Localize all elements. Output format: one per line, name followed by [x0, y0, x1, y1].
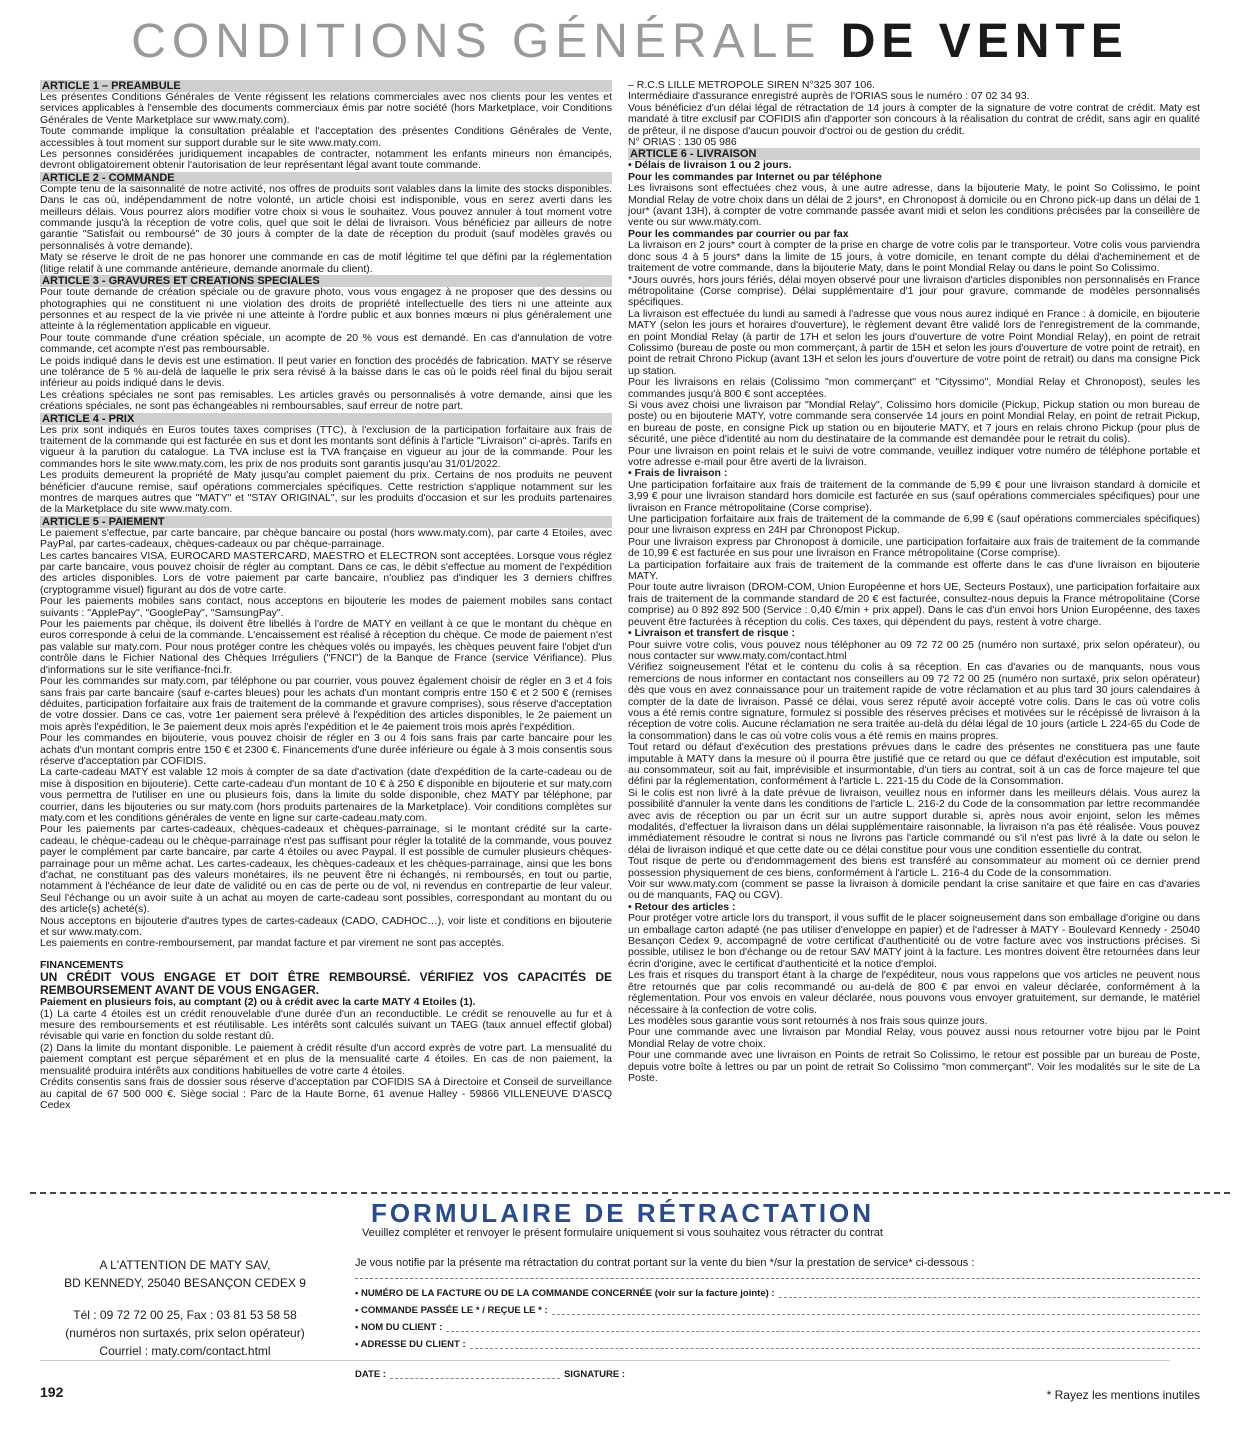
mail-orders-heading: Pour les commandes par courrier ou par fax [628, 227, 849, 240]
article-6-p4: La livraison est effectuée du lundi au samedi à l'adresse que vous nous aurez indiqué en France : à domicile, en bijouterie MATY (selon les jours et horaires d'ouverture), le règlement devant être validé lors de l'enregistrement de la commande, en point Mondial Relay (à partir de 17H et selon les jours d'ouverture de votre Point Mondial Relay), en point de retrait Colissimo (bureau de poste ou mon commerçant, à partir de 15H et selon les jours d'ouverture de votre point de retrait), en point de retrait Chrono Pickup (avant 13H et selon les jours d'ouverture de votre point de retrait) ou dans ma consigne Pick up station. [628, 307, 1200, 377]
article-1-heading: ARTICLE 1 – PREAMBULE [40, 80, 612, 92]
article-1-p2: Toute commande implique la consultation préalable et l'acceptation des présentes Conditions Générales de Vente, accessibles à tout moment sur support durable sur le site www.maty.com. [40, 125, 612, 149]
article-6-p2: La livraison en 2 jours* court à compter de la prise en charge de votre colis par le transporteur. Votre colis vous parviendra donc sous 4 à 5 jours* dans la limite de 15 jours, à votre domicile, en tenant compte du délai d'acheminement et de traitement de votre commande, dans la bijouterie Maty, dans le point Mondial Relay ou dans le point So Colissimo. [628, 239, 1200, 275]
left-column [40, 80, 612, 1185]
retour-heading: • Retour des articles : [628, 900, 736, 913]
form-title: FORMULAIRE DE RÉTRACTATION [370, 1198, 875, 1228]
article-6-p11: La participation forfaitaire aux frais de traitement de la commande est offerte dans le cas d'une livraison en bijouterie MATY. [628, 558, 1200, 583]
article-6-p7: Pour une livraison en point relais et le suivi de votre commande, veuillez indiquer votre numéro de téléphone portable et votre adresse e-mail pour être averti de la livraison. [628, 444, 1200, 468]
article-6-p22: Pour une commande avec une livraison par Mondial Relay, vous pouvez aussi nous retourner votre bijou par le Point Mondial Relay de votre choix. [628, 1026, 1200, 1050]
article-5-p8: Pour les paiements par cartes-cadeaux, chèques-cadeaux et chèques-parrainage, si le montant crédité sur la carte-cadeau, le chèque-cadeau ou le chèque-parrainage n'est pas suffisant pour régler la totalité de la commande, vous pouvez payer le complément par carte bancaire, par carte 4 étoiles ou avec Paypal. Il est possible de cumuler plusieurs chèques-parrainage pour un même achat. Les cartes-cadeaux, les chèques-cadeaux et les chèques-parrainage, ainsi que les bons d'achat, ne constituant pas des valeurs monétaires, ils ne peuvent être ni échangés, ni remboursés, en tout ou partie, notamment à l'échéance de leur date de validité ou en cas de perte ou de vol, ni revendus en contrepartie de leur valeur. Seul l'échange ou un avoir suite à un achat au moyen de carte-cadeau sont possibles, correspondant au montant du ou des article(s) acheté(s). [40, 823, 612, 916]
contact-email: Courriel : maty.com/contact.html [99, 1344, 271, 1358]
article-5-p3: Pour les paiements mobiles sans contact, nous acceptons en bijouterie les modes de paiement mobiles sans contact suivants : "ApplePay", "GooglePay", "SamsungPay". [40, 595, 612, 619]
order-date-field[interactable] [355, 1302, 1200, 1319]
article-5-p2: Les cartes bancaires VISA, EUROCARD MASTERCARD, MAESTRO et ELECTRON sont acceptées. Lorsque vous réglez par carte bancaire, vous pouvez choisir de régler au comptant. Dans ce cas, le débit s'effectue au moment de l'expédition des articles disponibles. Lors de votre paiement par carte bancaire, n'oubliez pas d'indiquer les 3 derniers chiffres (cryptogramme visuel) figurant au dos de votre carte. [40, 549, 612, 596]
form-subtitle: Veuillez compléter et renvoyer le présent formulaire uniquement si vous souhaitez vous rétracter du contrat [362, 1227, 883, 1239]
article-6-heading: ARTICLE 6 - LIVRAISON [628, 148, 1200, 160]
rcs-line: – R.C.S LILLE METROPOLE SIREN N°325 307 106. [628, 80, 875, 91]
article-5-p10: Les paiements en contre-remboursement, par mandat facture et par virement ne sont pas acceptés. [40, 937, 504, 950]
signature-label: SIGNATURE : [563, 1369, 626, 1380]
article-5-p6: Pour les commandes en bijouterie, vous pouvez choisir de régler en 3 ou 4 fois sans frais par carte bancaire pour les achats d'un montant compris entre 150 € et 2300 €. Financements d'une durée inférieure ou égale à 3 mois consentis sous réserve d'acceptation par COFIDIS. [40, 732, 612, 767]
orias-number: N° ORIAS : 130 05 986 [628, 136, 737, 149]
title-bold: DE VENTE [840, 15, 1129, 68]
internet-orders-heading: Pour les commandes par Internet ou par téléphone [628, 170, 882, 183]
article-6-p14: Vérifiez soigneusement l'état et le contenu du colis à sa réception. En cas d'avaries ou de manquants, nous vous remercions de nous informer en contactant nos conseillers au 09 72 72 00 25 (numéro non surtaxé, prix selon opérateur) dès que vous en avez connaissance pour un traitement rapide de votre réclamation et au plus tard 30 jours calendaires à compter de la date de livraison. Passé ce délai, vous serez réputé avoir accepté votre colis. Dans le cas où votre colis vous a été remis contre signature, formulez si possible des réserves précises et motivées sur le récépissé de livraison à la réception de votre colis. Aucune réclamation ne sera traitée au-delà du délai légal de 10 jours (article L 224-65 du Code de la consommation) dans le cas où votre colis vous a été remis en mains propres. [628, 661, 1200, 742]
cut-line [30, 1192, 1230, 1194]
article-5-p5: Pour les commandes sur maty.com, par téléphone ou par courrier, vous pouvez également choisir de régler en 3 et 4 fois sans frais par carte bancaire (sauf e-cartes bleues) pour les achats d'un montant compris entre 150 € et 2 500 € (remises déduites, participation forfaitaire aux frais de traitement de la commande et gravure comprises), sous réserve d'acceptation de votre dossier. Dans ce cas, votre 1er paiement sera prélevé à l'expédition des articles disponibles, le 2e paiement un mois après l'expédition, le 3e paiement deux mois après l'expédition et le 4e paiement trois mois après l'expédition. [40, 675, 612, 733]
financements-heading: FINANCEMENTS [40, 958, 124, 971]
article-6-p21: Les modèles sous garantie vous sont retournés à nos frais sous quinze jours. [628, 1014, 988, 1027]
article-6-p16: Si le colis est non livré à la date prévue de livraison, veuillez nous en informer dans les meilleurs délais. Vous aurez la possibilité d'annuler la vente dans les conditions de l'article L. 216-2 du Code de la consommation par lettre recommandée avec avis de réception ou par un écrit sur un autre support durable si, après nous avoir enjoint, selon les mêmes modalités, d'effectuer la livraison dans un délai supplémentaire raisonnable, la livraison n'a pas été réalisée. Vous pouvez immédiatement résoudre le contrat si nous ne livrons pas l'article commandé ou s'il n'est pas livré à la date ou selon le délai de livraison indiqué et que cette date ou ce délai constitue pour vous une condition essentielle du contrat. [628, 786, 1200, 856]
article-2-heading: ARTICLE 2 - COMMANDE [40, 172, 612, 184]
article-6-p9: Une participation forfaitaire aux frais de traitement de la commande de 6,99 € (sauf opérations commerciales spécifiques) pour une livraison express en 24H par Chronopost Pickup. [628, 513, 1200, 537]
financements-p3: Crédits consentis sans frais de dossier sous réserve d'acceptation par COFIDIS SA à Directoire et Conseil de surveillance au capital de 67 500 000 €. Siège social : Parc de la Haute Borne, 61 avenue Halley - 59866 VILLENEUVE D'ASCQ Cedex [40, 1076, 612, 1111]
article-6-p5: Pour les livraisons en relais (Colissimo "mon commerçant" et "Cityssimo", Mondial Relay et Chronopost), seules les commandes jusqu'à 800 € sont acceptées. [628, 376, 1200, 400]
article-5-heading: ARTICLE 5 - PAIEMENT [40, 516, 612, 528]
article-5-p1: Le paiement s'effectue, par carte bancaire, par chèque bancaire ou postal (hors www.maty.com), par carte 4 Etoiles, avec PayPal, par cartes-cadeaux, chèques-cadeaux ou par chèque-parrainage. [40, 526, 612, 551]
frais-heading: • Frais de livraison : [628, 467, 728, 480]
article-1-p1: Les présentes Conditions Générales de Vente régissent les relations commerciales avec nos clients pour les ventes et services applicables à l'ensemble des documents commerciaux émis par notre société (hors Marketplace, voir Conditions Générales de Vente Marketplace sur www.maty.com). [40, 91, 612, 126]
date-signature-row[interactable] [355, 1368, 655, 1382]
article-4-p2: Les produits demeurent la propriété de Maty jusqu'au complet paiement du prix. Certains de nos produits ne peuvent bénéficier d'aucune remise, sauf opérations commerciales spécifiques. Cette restriction s'applique notamment sur les montres de marques autres que "MATY" et "STAY ORIGINAL", sur les produits d'occasion et sur les produits partenaires de la Marketplace du site www.maty.com. [40, 469, 612, 516]
credit-warning: UN CRÉDIT VOUS ENGAGE ET DOIT ÊTRE REMBOURSÉ. VÉRIFIEZ VOS CAPACITÉS DE REMBOURSEMENT AVANT DE VOUS ENGAGER. [40, 970, 612, 998]
article-4-heading: ARTICLE 4 - PRIX [40, 413, 612, 425]
financements-p2: (2) Dans la limite du montant disponible. Le paiement à crédit résulte d'un accord exprès de votre part. La mensualité du paiement comptant est perçue séparément et en plus de la mensualité carte 4 étoiles. En cas de non paiement, la mensualité produira intérêts aux conditions habituelles de votre carte 4 étoiles. [40, 1041, 612, 1077]
article-2-p2: Maty se réserve le droit de ne pas honorer une commande en cas de motif légitime tel que défini par la réglementation (litige relatif à une commande antérieure, demande anormale du client). [40, 251, 612, 275]
article-6-p18: Voir sur www.maty.com (comment se passe la livraison à domicile pendant la crise sanitaire et que faire en cas d'avaries ou de manquants, FAQ ou CGV). [628, 878, 1200, 902]
invoice-number-label: • NUMÉRO DE LA FACTURE OU DE LA COMMANDE CONCERNÉE (voir sur la facture jointe) : [355, 1288, 775, 1299]
article-6-p15: Tout retard ou défaut d'exécution des prestations prévues dans le cadre des présentes ne constituera pas une faute imputable à MATY dans la mesure où il pourra être justifié que ce retard ou que ce défaut d'exécution est imputable, soit au consommateur, soit au fait, imprévisible et insurmontable, d'un tiers au contrat, soit à un cas de force majeure tel que défini par la réglementation, conformément à l'article L. 221-15 du Code de la Consommation. [628, 741, 1200, 788]
title-light: CONDITIONS GÉNÉRALE [131, 15, 822, 68]
article-5-p4: Pour les paiements par chèque, ils doivent être libellés à l'ordre de MATY en veillant à ce que le montant du chèque en euros corresponde à celui de la commande. L'encaissement est réalisé à réception du chèque. Ce mode de paiement n'est pas valable sur maty.com. Pour nous protéger contre les chèques volés ou impayés, les chèques peuvent faire l'objet d'un contrôle dans le Fichier National des Chèques Irréguliers ("FNCI") de la Banque de France (service Vérifiance). Plus d'informations sur le site verifiance-fnci.fr. [40, 618, 612, 676]
form-rule [355, 1278, 1200, 1279]
article-6-p3: *Jours ouvrés, hors jours fériés, délai moyen observé pour une livraison d'articles disponibles non personnalisés en France métropolitaine (Corse comprise). Délai supplémentaire d'1 jour pour gravure, commande de modèles personnalisés spécifiques. [628, 273, 1200, 309]
article-6-p1: Les livraisons sont effectuées chez vous, à une autre adresse, dans la bijouterie Maty, le point So Colissimo, le point Mondial Relay de votre choix dans un délai de 2 jours*, en Chronopost à domicile ou en Chrono pick-up dans un délai de 1 jour* (avant 13H), à compter de votre commande passée avant midi et selon les conditions précisées par la conseillère de vente ou sur www.maty.com. [628, 182, 1200, 229]
order-date-label: • COMMANDE PASSÉE LE * / REÇUE LE * : [355, 1305, 548, 1316]
client-address-label: • ADRESSE DU CLIENT : [355, 1339, 466, 1350]
contact-phone-note: (numéros non surtaxés, prix selon opérateur) [65, 1326, 305, 1340]
article-6-p10: Pour une livraison express par Chronopost à domicile, une participation forfaitaire aux frais de traitement de la commande de 10,99 € est facturée en sus pour une livraison en France métropolitaine (Corse comprise). [628, 535, 1200, 560]
client-address-field[interactable] [355, 1336, 1200, 1353]
client-name-field[interactable] [355, 1319, 1200, 1336]
article-6-p8: Une participation forfaitaire aux frais de traitement de la commande de 5,99 € pour une livraison standard à domicile et 3,99 € pour une livraison standard hors domicile est facturée en sus (sauf opérations commerciales spécifiques) pour une livraison en France métropolitaine (Corse comprise). [628, 478, 1200, 514]
address-line-1: A L'ATTENTION DE MATY SAV, [99, 1258, 271, 1272]
retractation-form [355, 1256, 1200, 1353]
article-6-p19: Pour protéger votre article lors du transport, il vous suffit de le placer soigneusement dans son emballage d'origine ou dans un emballage carton adapté (ne pas utiliser d'enveloppe en papier) et de l'adresser à MATY - Boulevard Kennedy - 25040 Besançon Cedex 9, accompagné de votre certificat d'authenticité ou de votre facture avec vos instructions précises. Si possible, utilisez le bon d'échange ou de retour SAV MATY joint à la facture. Les montres doivent être retournées dans leur écrin d'origine, avec le certificat d'authenticité et la notice d'emploi. [628, 912, 1200, 970]
financements-p1: (1) La carte 4 étoiles est un crédit renouvelable d'une durée d'un an reconductible. Le crédit se renouvelle au fur et à mesure des remboursements et est réutilisable. Les intérêts sont calculés suivant un TAEG (taux annuel effectif global) révisable qui varie en fonction du solde restant dû. [40, 1007, 612, 1043]
notification-text: Je vous notifie par la présente ma rétractation du contrat portant sur la vente du bien */sur la prestation de service* ci-dessous : [355, 1257, 975, 1269]
invoice-number-field[interactable] [355, 1285, 1200, 1302]
article-3-heading: ARTICLE 3 - GRAVURES ET CREATIONS SPECIALES [40, 275, 612, 287]
risque-heading: • Livraison et transfert de risque : [628, 627, 796, 640]
article-6-p20: Les frais et risques du transport étant à la charge de l'expéditeur, nous vous rappelons que vos articles ne peuvent nous être retournés que par colis recommandé ou au-delà de 800 € par envoi en valeur déclarée, conformément à la réglementation. Pour vos envois en valeur déclarée, nous pouvons vous envoyer gratuitement, sur demande, le matériel nécessaire à la confection de votre colis. [628, 969, 1200, 1016]
article-6-p13: Pour suivre votre colis, vous pouvez nous téléphoner au 09 72 72 00 25 (numéro non surtaxé, prix selon opérateur), ou nous contacter sur www.maty.com/contact.html [628, 638, 1200, 662]
article-5-p9: Nous acceptons en bijouterie d'autres types de cartes-cadeaux (CADO, CADHOC…), voir liste et conditions en bijouterie et sur www.maty.com. [40, 914, 612, 939]
date-label: DATE : [355, 1369, 386, 1380]
contact-phone: Tél : 09 72 72 00 25, Fax : 03 81 53 58 58 [73, 1308, 297, 1322]
article-1-p3: Les personnes considérées juridiquement incapables de contracter, notamment les enfants mineurs non émancipés, devront obligatoirement obtenir l'autorisation de leur représentant légal avant toute commande. [40, 148, 612, 172]
article-6-p17: Tout risque de perte ou d'endommagement des biens est transféré au consommateur au moment où ce dernier prend possession physiquement de ces biens, conformément à l'article L. 216-4 du Code de la consommation. [628, 855, 1200, 879]
right-column [628, 80, 1200, 1185]
article-6-p23: Pour une commande avec une livraison en Points de retrait So Colissimo, le retour est possible par un bureau de Poste, depuis votre boîte à lettres ou par un point de retrait So Colissimo "mon commerçant". Voir les modalités sur le site de La Poste. [628, 1049, 1200, 1084]
article-3-p4: Les créations spéciales ne sont pas remisables. Les articles gravés ou personnalisés à votre demande, ainsi que les créations spéciales, ne sont pas échangeables ni remboursables, sauf erreur de notre part. [40, 388, 612, 413]
footnote: * Rayez les mentions inutiles [1046, 1388, 1200, 1402]
page-title [0, 14, 1260, 70]
article-3-p3: Le poids indiqué dans le devis est une estimation. Il peut varier en fonction des procédés de fabrication. MATY se réserve une tolérance de 5 % au-delà de laquelle le prix sera révisé à la baisse dans le cas où le poids réel final du bijou serait inférieur au poids indiqué dans le devis. [40, 354, 612, 390]
article-5-p7: La carte-cadeau MATY est valable 12 mois à compter de sa date d'activation (date d'expédition de la carte-cadeau ou de mise à disposition en bijouterie). Cette carte-cadeau d'un montant de 10 € à 250 € disponible en bijouterie et sur maty.com vous permettra de l'utiliser en une ou plusieurs fois, dans la limite du solde disponible, chez MATY par téléphone, par courrier, dans les bijouteries ou sur maty.com (hors produits partenaires de la Marketplace). Voir conditions complètes sur maty.com et les conditions générales de vente en ligne sur carte-cadeau.maty.com. [40, 766, 612, 824]
client-name-label: • NOM DU CLIENT : [355, 1322, 443, 1333]
article-3-p1: Pour toute demande de création spéciale ou de gravure photo, vous vous engagez à ne proposer que des dessins ou photographies qui ne constituent ni une violation des droits de propriété intellectuelle des tiers ni une atteinte aux personnes et au respect de la vie privée ni une atteinte à l'ordre public et aux bonnes mœurs ni plus généralement une atteinte à la réglementation applicable en vigueur. [40, 286, 612, 333]
article-3-p2: Pour toute commande d'une création spéciale, un acompte de 20 % vous est demandé. En cas d'annulation de votre commande, cet acompte n'est pas remboursable. [40, 331, 612, 356]
article-6-p6: Si vous avez choisi une livraison par "Mondial Relay", Colissimo hors domicile (Pickup, Pickup station ou mon bureau de poste) ou en bijouterie MATY, votre commande sera conservée 14 jours en point Mondial Relay, en point de retrait Pickup, en bureau de poste, en consigne Pick up station ou en bijouterie MATY, et 7 jours en relais chrono Pickup (pour plus de sécurité, une pièce d'identité au nom du destinataire de la commande est demandée pour le retrait du colis). [628, 398, 1200, 446]
article-4-p1: Les prix sont indiqués en Euros toutes taxes comprises (TTC), à l'exclusion de la participation forfaitaire aux frais de traitement de la commande qui est facturée en sus et dont les montants sont définis à l'article "Livraison" ci-après. Tarifs en vigueur à la parution du catalogue. La TVA incluse est la TVA française en vigueur au jour de la commande. Pour les commandes hors le site www.maty.com, les prix de nos produits sont garantis jusqu'au 31/01/2022. [40, 423, 612, 470]
page-number: 192 [40, 1384, 64, 1400]
article-6-p12: Pour toute autre livraison (DROM-COM, Union Européenne et hors UE, Secteurs Postaux), une participation forfaitaire aux frais de traitement de la commande standard de 20 € est facturée, consultez-nous depuis la France métropolitaine (Corse comprise) au 0 892 892 500 (Service : 0,40 €/min + prix appel). Dans le cas d'un envoi hors Union Européenne, des taxes peuvent être facturées à réception du colis. Ces taxes, qui dépendent du pays, restent à votre charge. [628, 581, 1200, 628]
article-2-p1: Compte tenu de la saisonnalité de notre activité, nos offres de produits sont valables dans la limite des stocks disponibles. Dans le cas où, indépendamment de notre volonté, un article choisi est indisponible, vous en serez averti dans les meilleurs délais. Vous pourrez alors modifier votre choix si vous le souhaitez. Vous pouvez annuler à tout moment votre commande jusqu'à la réception de votre colis, quel que soit le délai de livraison. Vous bénéficiez par ailleurs de notre garantie "Satisfait ou remboursé" de 30 jours à compter de la date de réception du produit (sauf modèles gravés ou personnalisés à votre demande). [40, 182, 612, 252]
delais-heading: • Délais de livraison 1 ou 2 jours. [628, 159, 792, 172]
form-separator [40, 1360, 1170, 1361]
return-address [40, 1256, 330, 1360]
financements-subheading: Paiement en plusieurs fois, au comptant (2) ou à crédit avec la carte MATY 4 Etoiles (1). [40, 996, 476, 1009]
orias-line: Intermédiaire d'assurance enregistré auprès de l'ORIAS sous le numéro : 07 02 34 93. [628, 90, 1030, 103]
address-line-2: BD KENNEDY, 25040 BESANÇON CEDEX 9 [64, 1276, 306, 1290]
retractation-credit: Vous bénéficiez d'un délai légal de rétractation de 14 jours à compter de la signature de votre contrat de crédit. Maty est mandaté à titre exclusif par COFIDIS afin d'apporter son concours à la réalisation du contrat de crédit, sans agir en qualité de prêteur, il ne dispose d'aucun pouvoir d'octroi ou de gestion du crédit. [628, 101, 1200, 137]
terms-columns [40, 80, 1200, 1185]
